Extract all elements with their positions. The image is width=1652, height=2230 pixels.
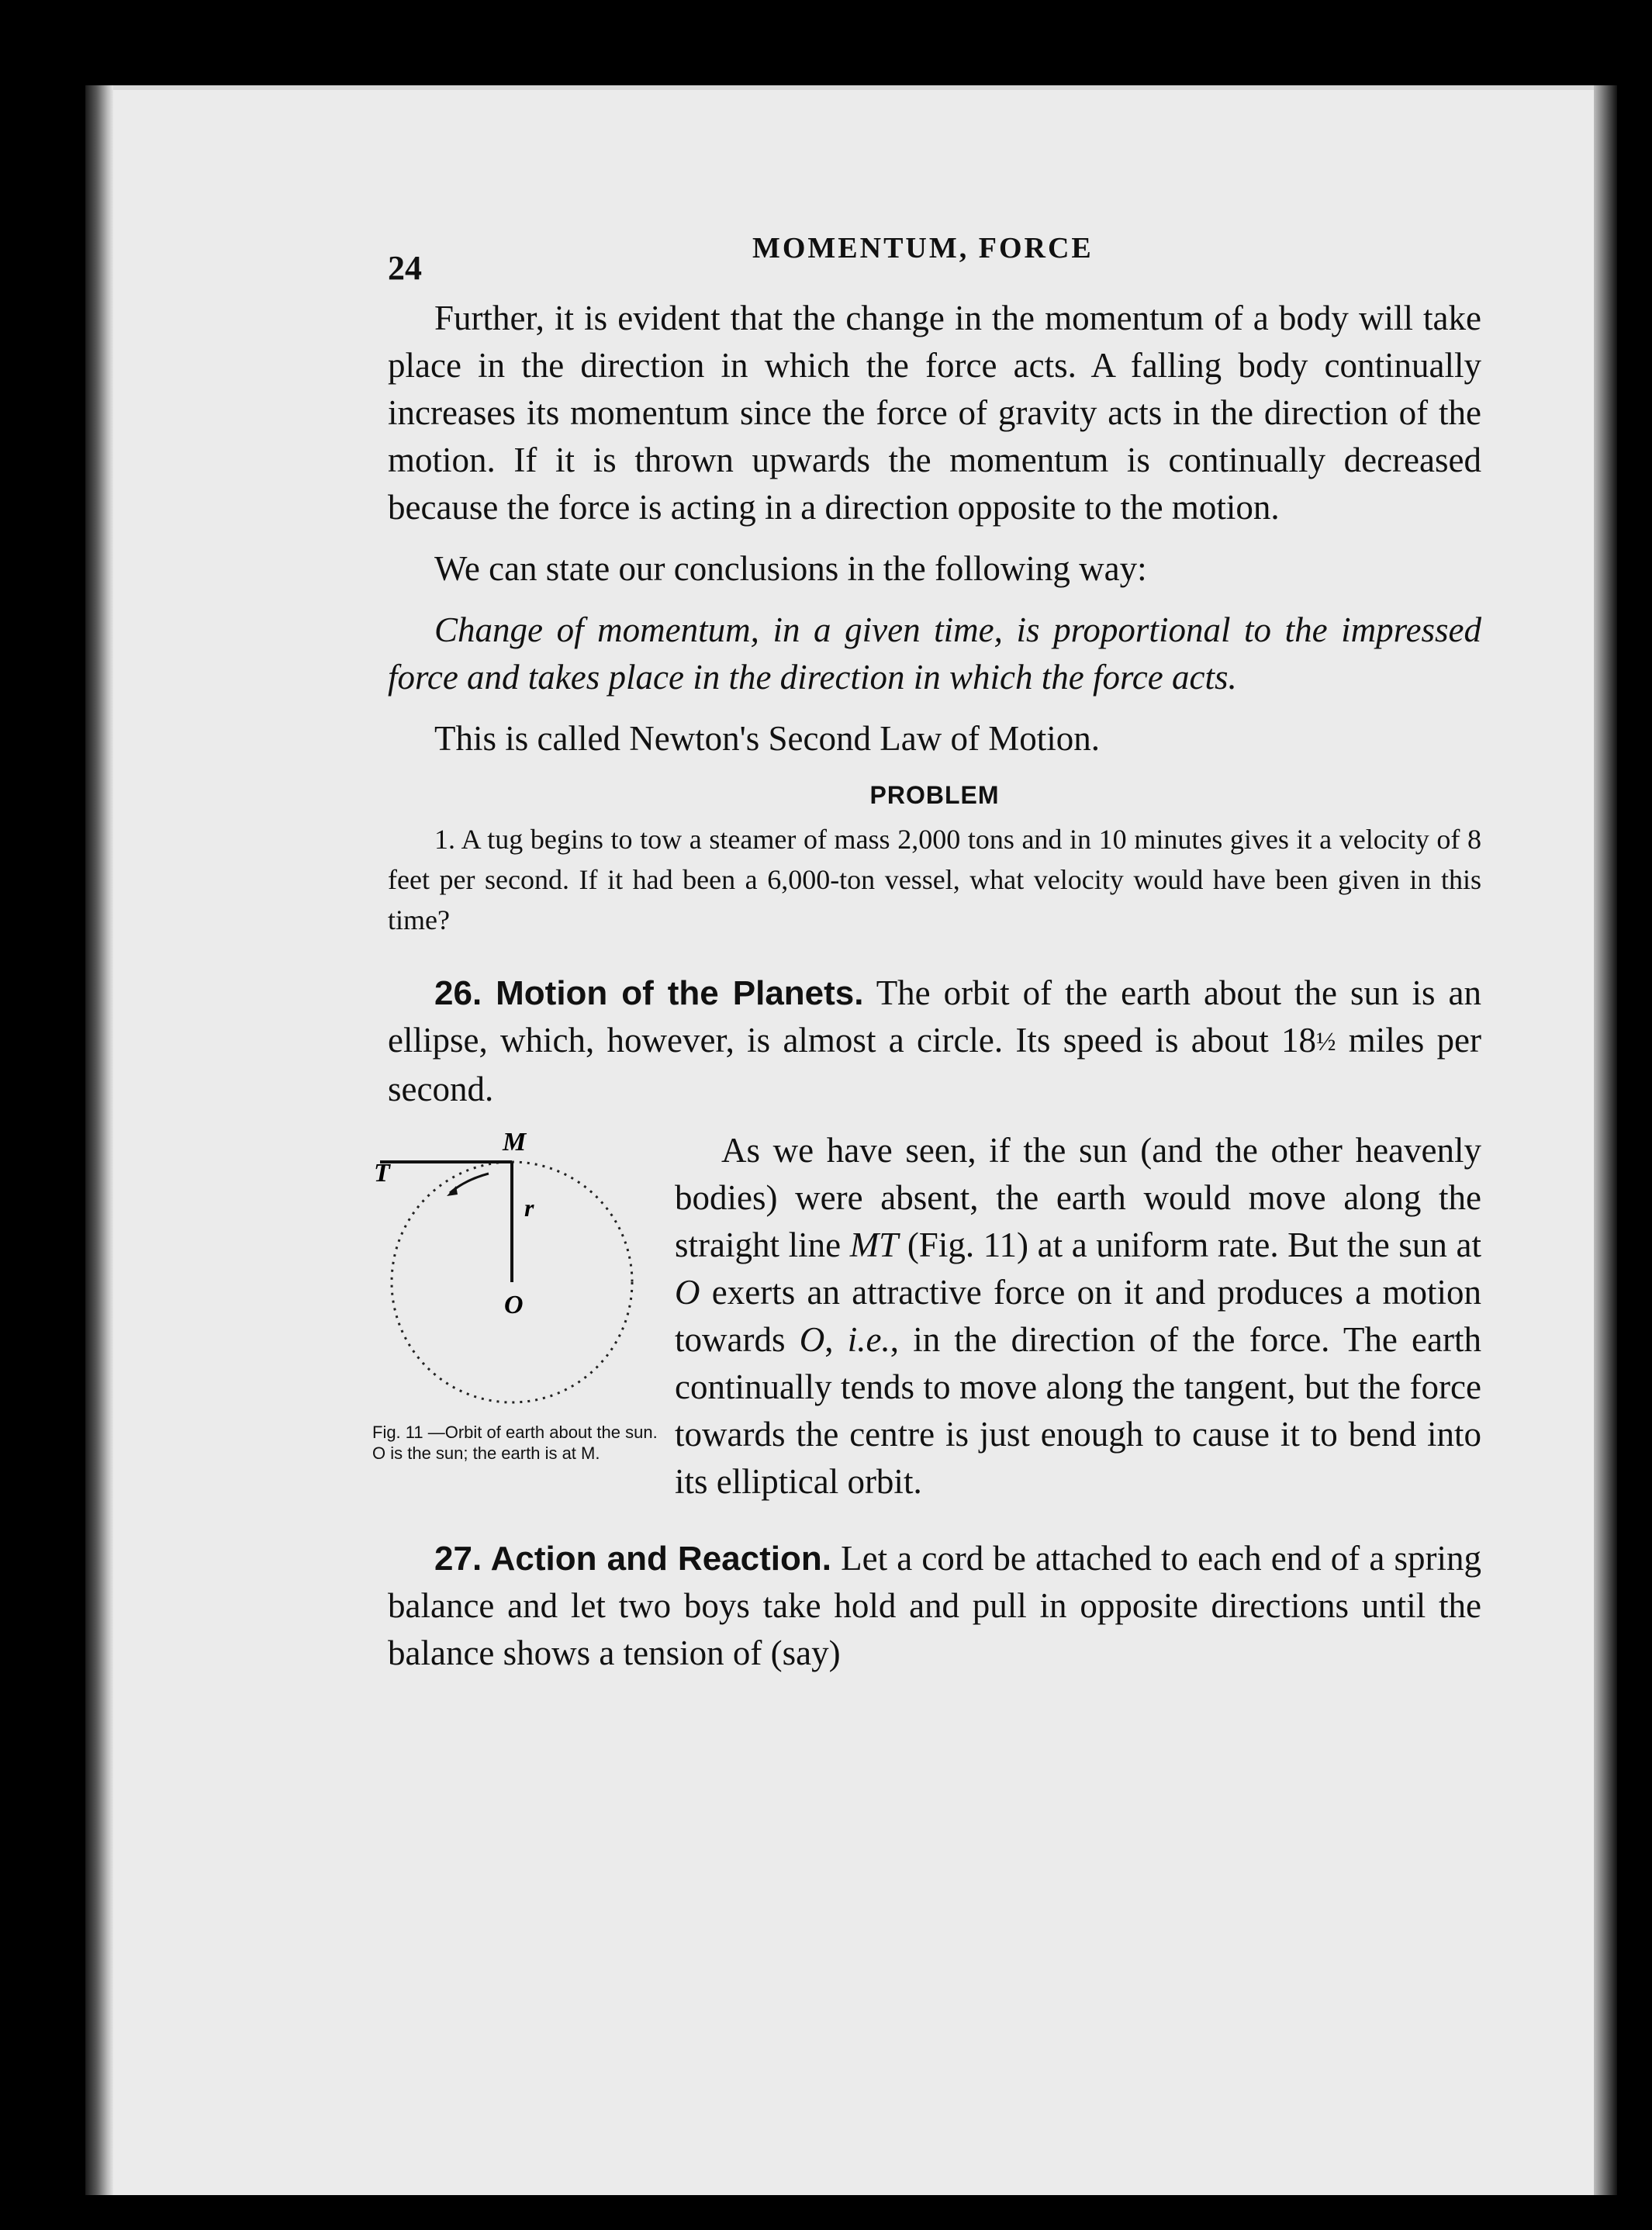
section-27-text: Let a cord be attached to each end of a spring balance and let two boys take hold and pull in opposite directions until the balance shows a tension of (say) <box>388 1539 1482 1672</box>
label-o-inline: O <box>675 1273 700 1312</box>
text-fragment: , <box>824 1320 848 1359</box>
page-number: 24 <box>388 249 422 287</box>
page-title: MOMENTUM, FORCE <box>752 232 1094 264</box>
paragraph-conclusions-intro: We can state our conclusions in the following way: <box>434 549 1147 588</box>
paragraph-law-name: This is called Newton's Second Law of Motion. <box>434 719 1100 758</box>
paragraph-momentum-direction: Further, it is evident that the change in the momentum of a body will take place in the direction in which the force acts. A falling body continually increases its momentum since the force of gravity acts in the direction of the motion. If it is thrown upwards the momentum is continually decreased because the force is acting in a direction opposite to the motion. <box>388 299 1481 527</box>
book-page <box>85 85 1617 2195</box>
label-t: T <box>374 1159 390 1188</box>
problem-text: 1. A tug begins to tow a steamer of mass 2,000 tons and in 10 minutes gives it a velocity of 8 feet per second. If it had been a 6,000-ton vessel, what velocity would have been given in this time? <box>388 824 1481 935</box>
orbit-diagram <box>372 1119 651 1414</box>
page-edge-shadow <box>1594 85 1617 2195</box>
label-o: O <box>504 1291 524 1319</box>
text-fragment: As we have seen, if the sun (and the other heavenly bodies) were absent, the earth would move along the straight line <box>675 1131 1481 1264</box>
speed-fraction: ½ <box>1316 1028 1336 1056</box>
ie-abbrev: i.e. <box>847 1320 890 1359</box>
problem-heading: PROBLEM <box>869 781 1000 809</box>
label-m: M <box>503 1128 527 1156</box>
text-fragment: (Fig. 11) at a uniform rate. But the sun at <box>898 1226 1481 1264</box>
page-content <box>372 217 1482 1677</box>
section-27-paragraph <box>388 1535 1481 1677</box>
label-r: r <box>524 1194 534 1222</box>
figure-11 <box>372 1119 659 1464</box>
section-26-text-a: The orbit of the earth about the sun is an ellipse, which, however, is almost a circle. Its speed is about 18 <box>388 973 1481 1060</box>
section-26-heading: 26. Motion of the Planets. <box>434 974 864 1012</box>
label-o-inline-2: O <box>799 1320 825 1359</box>
figure-caption: Fig. 11 —Orbit of earth about the sun. O is the sun; the earth is at M. <box>372 1423 658 1463</box>
running-head <box>388 217 1481 287</box>
newton-second-law-statement: Change of momentum, in a given time, is proportional to the impressed force and takes place in the direction in which the force acts. <box>388 610 1481 697</box>
section-27-heading: 27. Action and Reaction. <box>434 1540 831 1578</box>
page-spine-shadow <box>85 85 113 2195</box>
text-fragment: exerts an attractive force on it and produces a motion towards <box>675 1273 1481 1359</box>
label-mt: MT <box>849 1226 899 1264</box>
section-26-paragraph <box>388 970 1481 1113</box>
arrow-head <box>447 1186 458 1196</box>
section-26-text-b: miles per second. <box>388 1021 1482 1108</box>
text-fragment: , in the direction of the force. The earth continually tends to move along the tangent, but the force towards the centre is just enough to cause it to bend into its elliptical orbit. <box>675 1320 1481 1501</box>
